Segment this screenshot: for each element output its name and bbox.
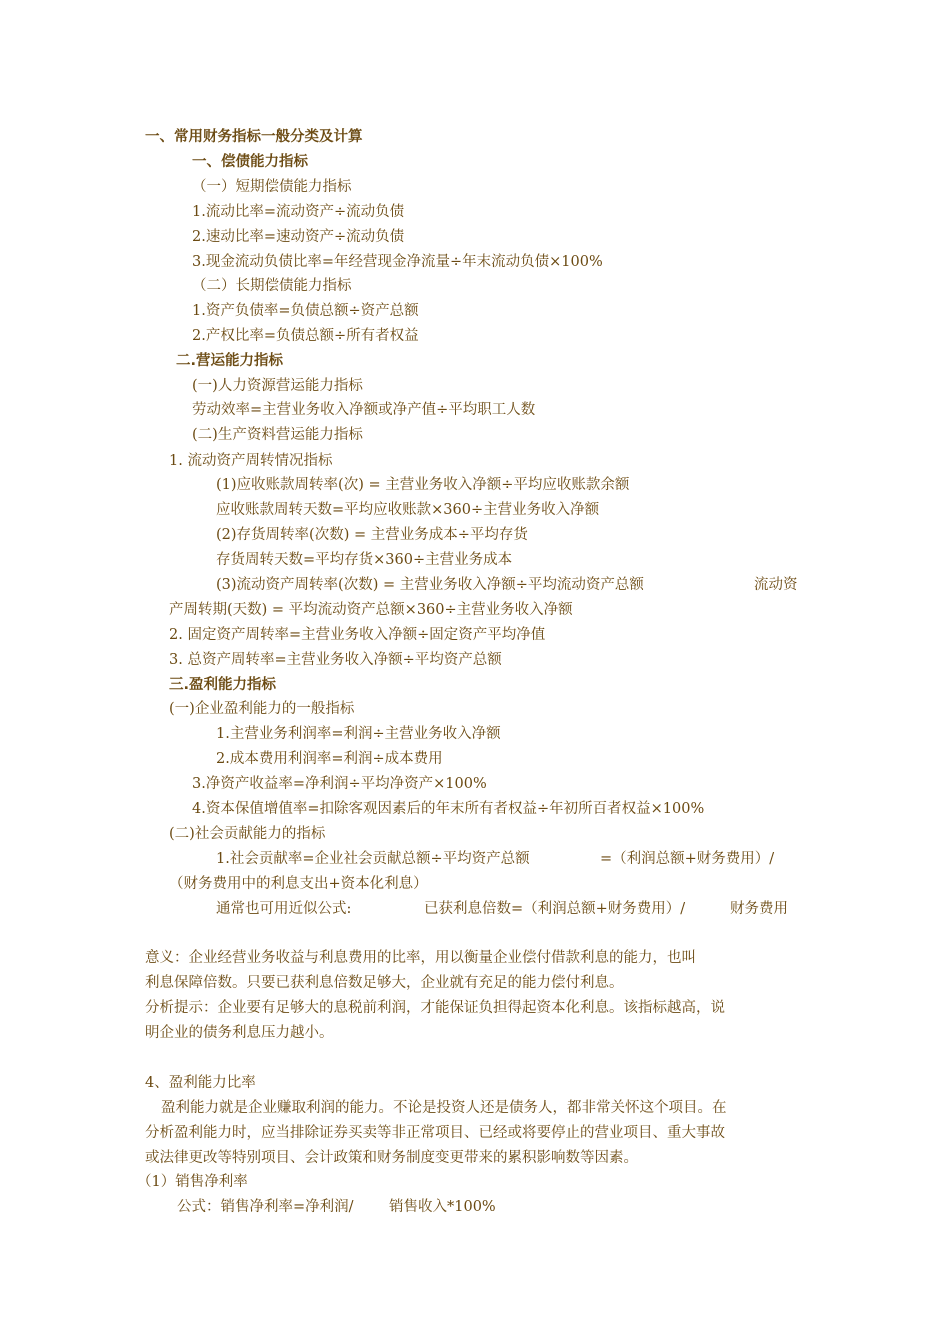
paragraph-line: 或法律更改等特别项目、会计政策和财务制度变更带来的累积影响数等因素。: [145, 1150, 638, 1166]
formula-line: 存货周转天数=平均存货×360÷主营业务成本: [216, 552, 513, 568]
numbered-heading: 1. 流动资产周转情况指标: [169, 453, 333, 469]
formula-line: 2. 固定资产周转率=主营业务收入净额÷固定资产平均净值: [169, 627, 546, 643]
paragraph-line: 意义：企业经营业务收益与利息费用的比率，用以衡量企业偿付借款利息的能力，也叫: [145, 950, 696, 966]
formula-line: （财务费用中的利息支出+资本化利息）: [169, 876, 428, 892]
formula-line: 1.资产负债率=负债总额÷资产总额: [192, 303, 419, 319]
sub-heading: (二)生产资料营运能力指标: [192, 427, 363, 443]
formula-line-tail: 流动资: [754, 577, 798, 593]
formula-line: 2.速动比率=速动资产÷流动负债: [192, 229, 405, 245]
formula-line: 公式：销售净利率=净利润/: [177, 1199, 354, 1215]
formula-line: (2)存货周转率(次数) = 主营业务成本÷平均存货: [216, 527, 528, 543]
formula-line-tail: =（利润总额+财务费用）/: [600, 851, 775, 867]
formula-line: 4.资本保值增值率=扣除客观因素后的年末所有者权益÷年初所百者权益×100%: [192, 801, 705, 817]
paragraph-line: 分析提示：企业要有足够大的息税前利润，才能保证负担得起资本化利息。该指标越高，说: [145, 1000, 725, 1016]
formula-line: 1.流动比率=流动资产÷流动负债: [192, 204, 405, 220]
sub-heading: (一)人力资源营运能力指标: [192, 378, 363, 394]
formula-line: 3.现金流动负债比率=年经营现金净流量÷年末流动负债×100%: [192, 254, 603, 270]
formula-line: 3.净资产收益率=净利润÷平均净资产×100%: [192, 776, 487, 792]
formula-line: 产周转期(天数) = 平均流动资产总额×360÷主营业务收入净额: [169, 602, 573, 618]
section-heading-4: 4、盈利能力比率: [145, 1075, 256, 1091]
paragraph-line: 分析盈利能力时，应当排除证券买卖等非正常项目、已经或将要停止的营业项目、重大事故: [145, 1125, 725, 1141]
section-heading-1: 一、常用财务指标一般分类及计算: [145, 129, 363, 145]
sub-heading: (二)社会贡献能力的指标: [169, 826, 326, 842]
formula-line: 1.主营业务利润率=利润÷主营业务收入净额: [216, 726, 501, 742]
paragraph-line: 盈利能力就是企业赚取利润的能力。不论是投资人还是债务人，都非常关怀这个项目。在: [161, 1100, 727, 1116]
formula-line: 应收账款周转天数=平均应收账款×360÷主营业务收入净额: [216, 502, 600, 518]
formula-line-tail: 销售收入*100%: [389, 1199, 496, 1215]
formula-line: 3. 总资产周转率=主营业务收入净额÷平均资产总额: [169, 652, 502, 668]
sub-heading: (一)企业盈利能力的一般指标: [169, 701, 355, 717]
formula-line: (1)应收账款周转率(次) = 主营业务收入净额÷平均应收账款余额: [216, 477, 630, 493]
formula-line: 已获利息倍数=（利润总额+财务费用）/: [424, 901, 686, 917]
formula-line: 通常也可用近似公式:: [216, 901, 352, 917]
subsection-heading-solvency: 一、偿债能力指标: [192, 154, 308, 170]
formula-line: 1.社会贡献率=企业社会贡献总额÷平均资产总额: [216, 851, 530, 867]
subsection-heading-profitability: 三.盈利能力指标: [169, 677, 277, 693]
subsection-heading-operating: 二.营运能力指标: [176, 353, 284, 369]
sub-heading: （1）销售净利率: [137, 1174, 248, 1190]
formula-line: (3)流动资产周转率(次数) = 主营业务收入净额÷平均流动资产总额: [216, 577, 644, 593]
formula-line: 劳动效率=主营业务收入净额或净产值÷平均职工人数: [192, 402, 536, 418]
paragraph-line: 利息保障倍数。只要已获利息倍数足够大，企业就有充足的能力偿付利息。: [145, 975, 624, 991]
sub-heading-short-term: （一）短期偿债能力指标: [192, 179, 352, 195]
formula-line: 2.成本费用利润率=利润÷成本费用: [216, 751, 443, 767]
formula-line-tail: 财务费用: [730, 901, 788, 917]
paragraph-line: 明企业的债务利息压力越小。: [145, 1025, 334, 1041]
sub-heading-long-term: （二）长期偿债能力指标: [192, 278, 352, 294]
formula-line: 2.产权比率=负债总额÷所有者权益: [192, 328, 419, 344]
